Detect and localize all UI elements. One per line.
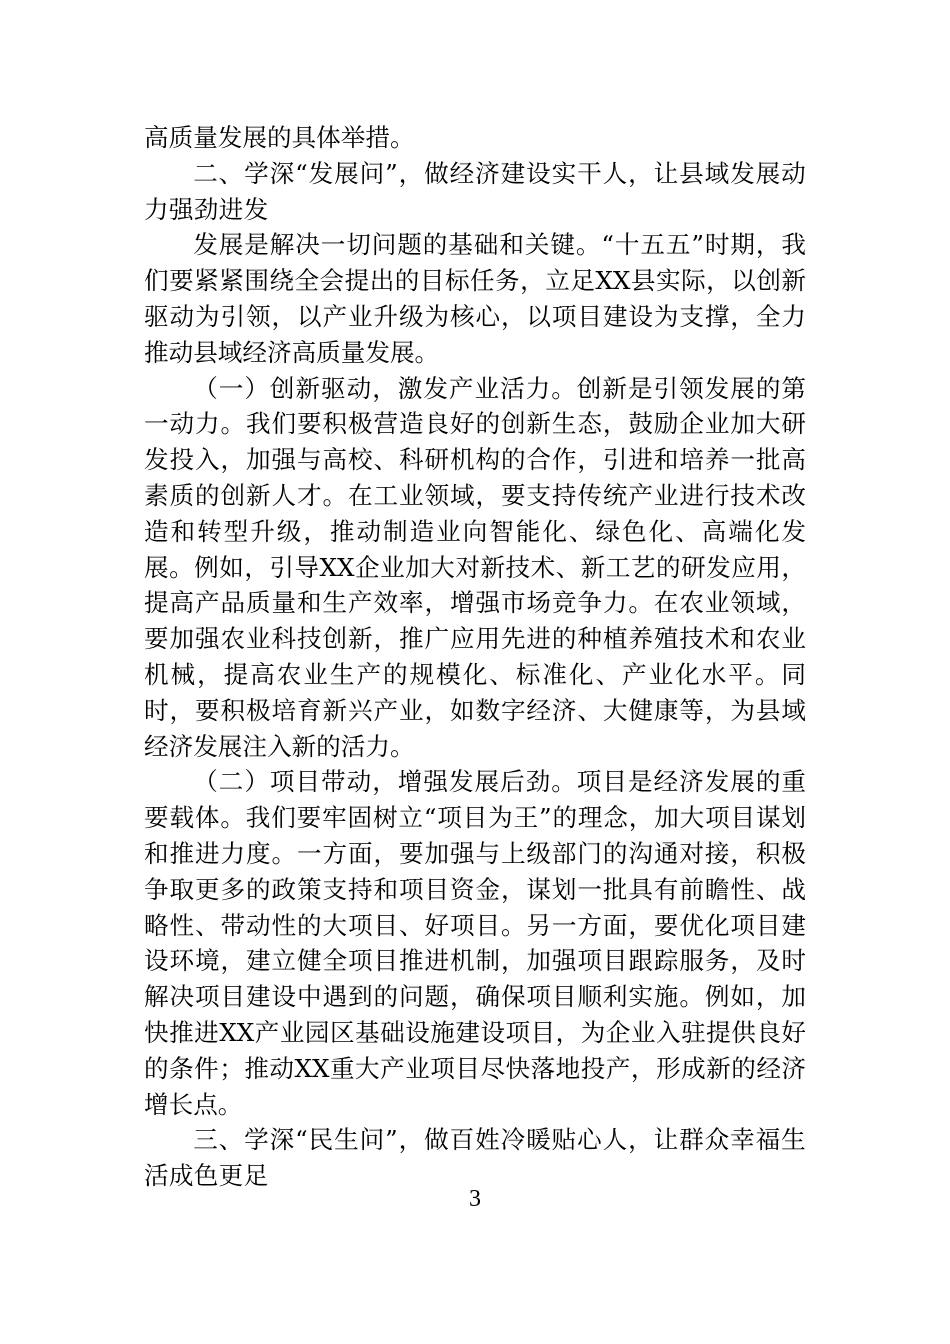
- paragraph-development-intro: 发展是解决一切问题的基础和关键。“十五五”时期，我们要紧紧围绕全会提出的目标任务，立足XX县实际，以创新驱动为引领，以产业升级为核心，以项目建设为支撑，全力推动县域经济高质量发展。: [144, 230, 806, 367]
- page-number: 3: [469, 1186, 481, 1212]
- section-heading-development: 二、学深“发展问”，做经济建设实干人，让县域发展动力强劲进发: [144, 158, 806, 224]
- section-heading-livelihood: 三、学深“民生问”，做百姓冷暖贴心人，让群众幸福生活成色更足: [144, 1125, 806, 1191]
- paragraph-continuation: 高质量发展的具体举措。: [144, 123, 415, 152]
- paragraph-projects: （二）项目带动，增强发展后劲。项目是经济发展的重要载体。我们要牢固树立“项目为王”的理念，加大项目谋划和推进力度。一方面，要加强与上级部门的沟通对接，积极争取更多的政策支持和项目资金，谋划一批具有前瞻性、战略性、带动性的大项目、好项目。另一方面，要优化项目建设环境，建立健全项目推进机制，加强项目跟踪服务，及时解决项目建设中遇到的问题，确保项目顺利实施。例如，加快推进XX产业园区基础设施建设项目，为企业入驻提供良好的条件；推动XX重大产业项目尽快落地投产，形成新的经济增长点。: [144, 767, 806, 1119]
- paragraph-innovation: （一）创新驱动，激发产业活力。创新是引领发展的第一动力。我们要积极营造良好的创新生态，鼓励企业加大研发投入，加强与高校、科研机构的合作，引进和培养一批高素质的创新人才。在工业领域，要支持传统产业进行技术改造和转型升级，推动制造业向智能化、绿色化、高端化发展。例如，引导XX企业加大对新技术、新工艺的研发应用，提高产品质量和生产效率，增强市场竞争力。在农业领域，要加强农业科技创新，推广应用先进的种植养殖技术和农业机械，提高农业生产的规模化、标准化、产业化水平。同时，要积极培育新兴产业，如数字经济、大健康等，为县域经济发展注入新的活力。: [144, 373, 806, 761]
- document-body: [144, 120, 806, 1194]
